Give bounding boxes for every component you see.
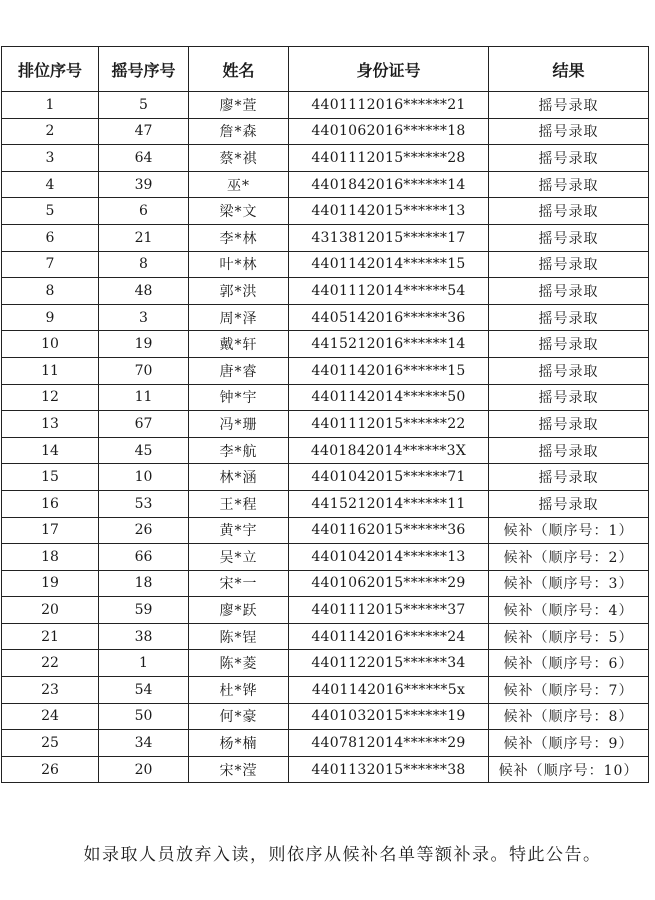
cell-lottery-number: 21: [99, 224, 189, 251]
cell-result: 摇号录取: [489, 251, 649, 278]
cell-lottery-number: 66: [99, 544, 189, 571]
cell-result: 候补（顺序号：5）: [489, 623, 649, 650]
cell-lottery-number: 67: [99, 411, 189, 438]
cell-rank: 12: [2, 384, 99, 411]
cell-rank: 2: [2, 118, 99, 145]
table-row: [2, 224, 649, 251]
table-row: [2, 251, 649, 278]
cell-name: 陈*菱: [189, 650, 289, 677]
cell-result: 候补（顺序号：6）: [489, 650, 649, 677]
table-row: [2, 544, 649, 571]
header-name: 姓名: [189, 47, 289, 92]
results-table: [1, 46, 649, 783]
table-row: [2, 437, 649, 464]
table-row: [2, 730, 649, 757]
table-row: [2, 677, 649, 704]
cell-id-number: 4313812015******17: [289, 224, 489, 251]
cell-lottery-number: 39: [99, 171, 189, 198]
table-row: [2, 650, 649, 677]
cell-id-number: 4415212016******14: [289, 331, 489, 358]
cell-lottery-number: 20: [99, 756, 189, 783]
cell-id-number: 4401142015******13: [289, 198, 489, 225]
table-row: [2, 490, 649, 517]
table-row: [2, 198, 649, 225]
table-row: [2, 171, 649, 198]
table-row: [2, 570, 649, 597]
cell-name: 钟*宇: [189, 384, 289, 411]
table-body: [2, 92, 649, 783]
cell-result: 候补（顺序号：10）: [489, 756, 649, 783]
table-row: [2, 597, 649, 624]
cell-result: 摇号录取: [489, 357, 649, 384]
cell-lottery-number: 59: [99, 597, 189, 624]
cell-id-number: 4401842014******3X: [289, 437, 489, 464]
table-row: [2, 411, 649, 438]
cell-lottery-number: 47: [99, 118, 189, 145]
cell-lottery-number: 54: [99, 677, 189, 704]
cell-rank: 13: [2, 411, 99, 438]
cell-rank: 4: [2, 171, 99, 198]
cell-rank: 11: [2, 357, 99, 384]
cell-id-number: 4401112015******22: [289, 411, 489, 438]
table-row: [2, 357, 649, 384]
cell-result: 摇号录取: [489, 490, 649, 517]
cell-rank: 10: [2, 331, 99, 358]
cell-rank: 21: [2, 623, 99, 650]
cell-name: 叶*林: [189, 251, 289, 278]
cell-result: 摇号录取: [489, 198, 649, 225]
closing-notice: 如录取人员放弃入读，则依序从候补名单等额补录。特此公告。: [83, 845, 602, 865]
cell-rank: 7: [2, 251, 99, 278]
cell-rank: 23: [2, 677, 99, 704]
cell-id-number: 4401142016******5x: [289, 677, 489, 704]
cell-lottery-number: 10: [99, 464, 189, 491]
cell-result: 候补（顺序号：8）: [489, 703, 649, 730]
cell-lottery-number: 18: [99, 570, 189, 597]
cell-id-number: 4401042014******13: [289, 544, 489, 571]
table-row: [2, 304, 649, 331]
cell-name: 廖*萱: [189, 92, 289, 119]
cell-rank: 3: [2, 145, 99, 172]
cell-name: 廖*跃: [189, 597, 289, 624]
cell-name: 詹*森: [189, 118, 289, 145]
cell-id-number: 4401142016******15: [289, 357, 489, 384]
cell-id-number: 4401062015******29: [289, 570, 489, 597]
cell-id-number: 4401142014******50: [289, 384, 489, 411]
cell-lottery-number: 64: [99, 145, 189, 172]
cell-result: 候补（顺序号：2）: [489, 544, 649, 571]
cell-name: 黄*宇: [189, 517, 289, 544]
cell-lottery-number: 1: [99, 650, 189, 677]
table-row: [2, 623, 649, 650]
cell-result: 摇号录取: [489, 92, 649, 119]
cell-result: 候补（顺序号：7）: [489, 677, 649, 704]
cell-rank: 20: [2, 597, 99, 624]
cell-lottery-number: 70: [99, 357, 189, 384]
cell-result: 摇号录取: [489, 278, 649, 305]
cell-rank: 9: [2, 304, 99, 331]
cell-lottery-number: 50: [99, 703, 189, 730]
cell-name: 杜*铧: [189, 677, 289, 704]
cell-id-number: 4415212014******11: [289, 490, 489, 517]
cell-rank: 17: [2, 517, 99, 544]
cell-rank: 16: [2, 490, 99, 517]
cell-name: 戴*轩: [189, 331, 289, 358]
cell-name: 宋*滢: [189, 756, 289, 783]
cell-name: 杨*楠: [189, 730, 289, 757]
cell-name: 李*林: [189, 224, 289, 251]
cell-id-number: 4405142016******36: [289, 304, 489, 331]
cell-rank: 22: [2, 650, 99, 677]
cell-id-number: 4401032015******19: [289, 703, 489, 730]
cell-id-number: 4401142016******24: [289, 623, 489, 650]
cell-rank: 5: [2, 198, 99, 225]
cell-result: 候补（顺序号：1）: [489, 517, 649, 544]
table-row: [2, 464, 649, 491]
table-row: [2, 384, 649, 411]
cell-rank: 24: [2, 703, 99, 730]
table-row: [2, 703, 649, 730]
cell-result: 摇号录取: [489, 437, 649, 464]
cell-result: 摇号录取: [489, 118, 649, 145]
cell-name: 李*航: [189, 437, 289, 464]
cell-result: 候补（顺序号：9）: [489, 730, 649, 757]
cell-id-number: 4401062016******18: [289, 118, 489, 145]
cell-id-number: 4401162015******36: [289, 517, 489, 544]
cell-lottery-number: 8: [99, 251, 189, 278]
cell-result: 摇号录取: [489, 331, 649, 358]
cell-lottery-number: 45: [99, 437, 189, 464]
header-id-number: 身份证号: [289, 47, 489, 92]
cell-id-number: 4401112014******54: [289, 278, 489, 305]
header-result: 结果: [489, 47, 649, 92]
cell-rank: 19: [2, 570, 99, 597]
cell-id-number: 4401132015******38: [289, 756, 489, 783]
cell-name: 林*涵: [189, 464, 289, 491]
cell-id-number: 4401842016******14: [289, 171, 489, 198]
cell-name: 吴*立: [189, 544, 289, 571]
cell-lottery-number: 5: [99, 92, 189, 119]
cell-rank: 6: [2, 224, 99, 251]
cell-lottery-number: 48: [99, 278, 189, 305]
cell-result: 摇号录取: [489, 464, 649, 491]
cell-id-number: 4401112015******28: [289, 145, 489, 172]
cell-lottery-number: 11: [99, 384, 189, 411]
cell-id-number: 4401112016******21: [289, 92, 489, 119]
cell-lottery-number: 19: [99, 331, 189, 358]
cell-id-number: 4401142014******15: [289, 251, 489, 278]
table-row: [2, 145, 649, 172]
cell-result: 候补（顺序号：3）: [489, 570, 649, 597]
table-row: [2, 92, 649, 119]
cell-name: 蔡*祺: [189, 145, 289, 172]
cell-lottery-number: 3: [99, 304, 189, 331]
cell-name: 何*豪: [189, 703, 289, 730]
table-row: [2, 756, 649, 783]
table-row: [2, 517, 649, 544]
cell-result: 摇号录取: [489, 224, 649, 251]
table-header-row: [2, 47, 649, 92]
table-row: [2, 278, 649, 305]
cell-rank: 14: [2, 437, 99, 464]
cell-rank: 8: [2, 278, 99, 305]
cell-lottery-number: 34: [99, 730, 189, 757]
cell-name: 巫*: [189, 171, 289, 198]
header-rank: 排位序号: [2, 47, 99, 92]
cell-name: 冯*珊: [189, 411, 289, 438]
cell-name: 郭*洪: [189, 278, 289, 305]
table-row: [2, 118, 649, 145]
cell-result: 摇号录取: [489, 411, 649, 438]
cell-rank: 26: [2, 756, 99, 783]
header-lottery-number: 摇号序号: [99, 47, 189, 92]
cell-result: 摇号录取: [489, 145, 649, 172]
cell-lottery-number: 6: [99, 198, 189, 225]
cell-result: 候补（顺序号：4）: [489, 597, 649, 624]
cell-name: 王*程: [189, 490, 289, 517]
cell-rank: 25: [2, 730, 99, 757]
cell-rank: 18: [2, 544, 99, 571]
cell-name: 唐*睿: [189, 357, 289, 384]
cell-lottery-number: 38: [99, 623, 189, 650]
cell-name: 梁*文: [189, 198, 289, 225]
table-row: [2, 331, 649, 358]
cell-id-number: 4401112015******37: [289, 597, 489, 624]
cell-id-number: 4401042015******71: [289, 464, 489, 491]
cell-rank: 1: [2, 92, 99, 119]
cell-result: 摇号录取: [489, 384, 649, 411]
cell-lottery-number: 26: [99, 517, 189, 544]
cell-id-number: 4407812014******29: [289, 730, 489, 757]
cell-name: 宋*一: [189, 570, 289, 597]
cell-name: 周*泽: [189, 304, 289, 331]
cell-result: 摇号录取: [489, 171, 649, 198]
cell-name: 陈*锃: [189, 623, 289, 650]
cell-result: 摇号录取: [489, 304, 649, 331]
cell-rank: 15: [2, 464, 99, 491]
cell-id-number: 4401122015******34: [289, 650, 489, 677]
cell-lottery-number: 53: [99, 490, 189, 517]
